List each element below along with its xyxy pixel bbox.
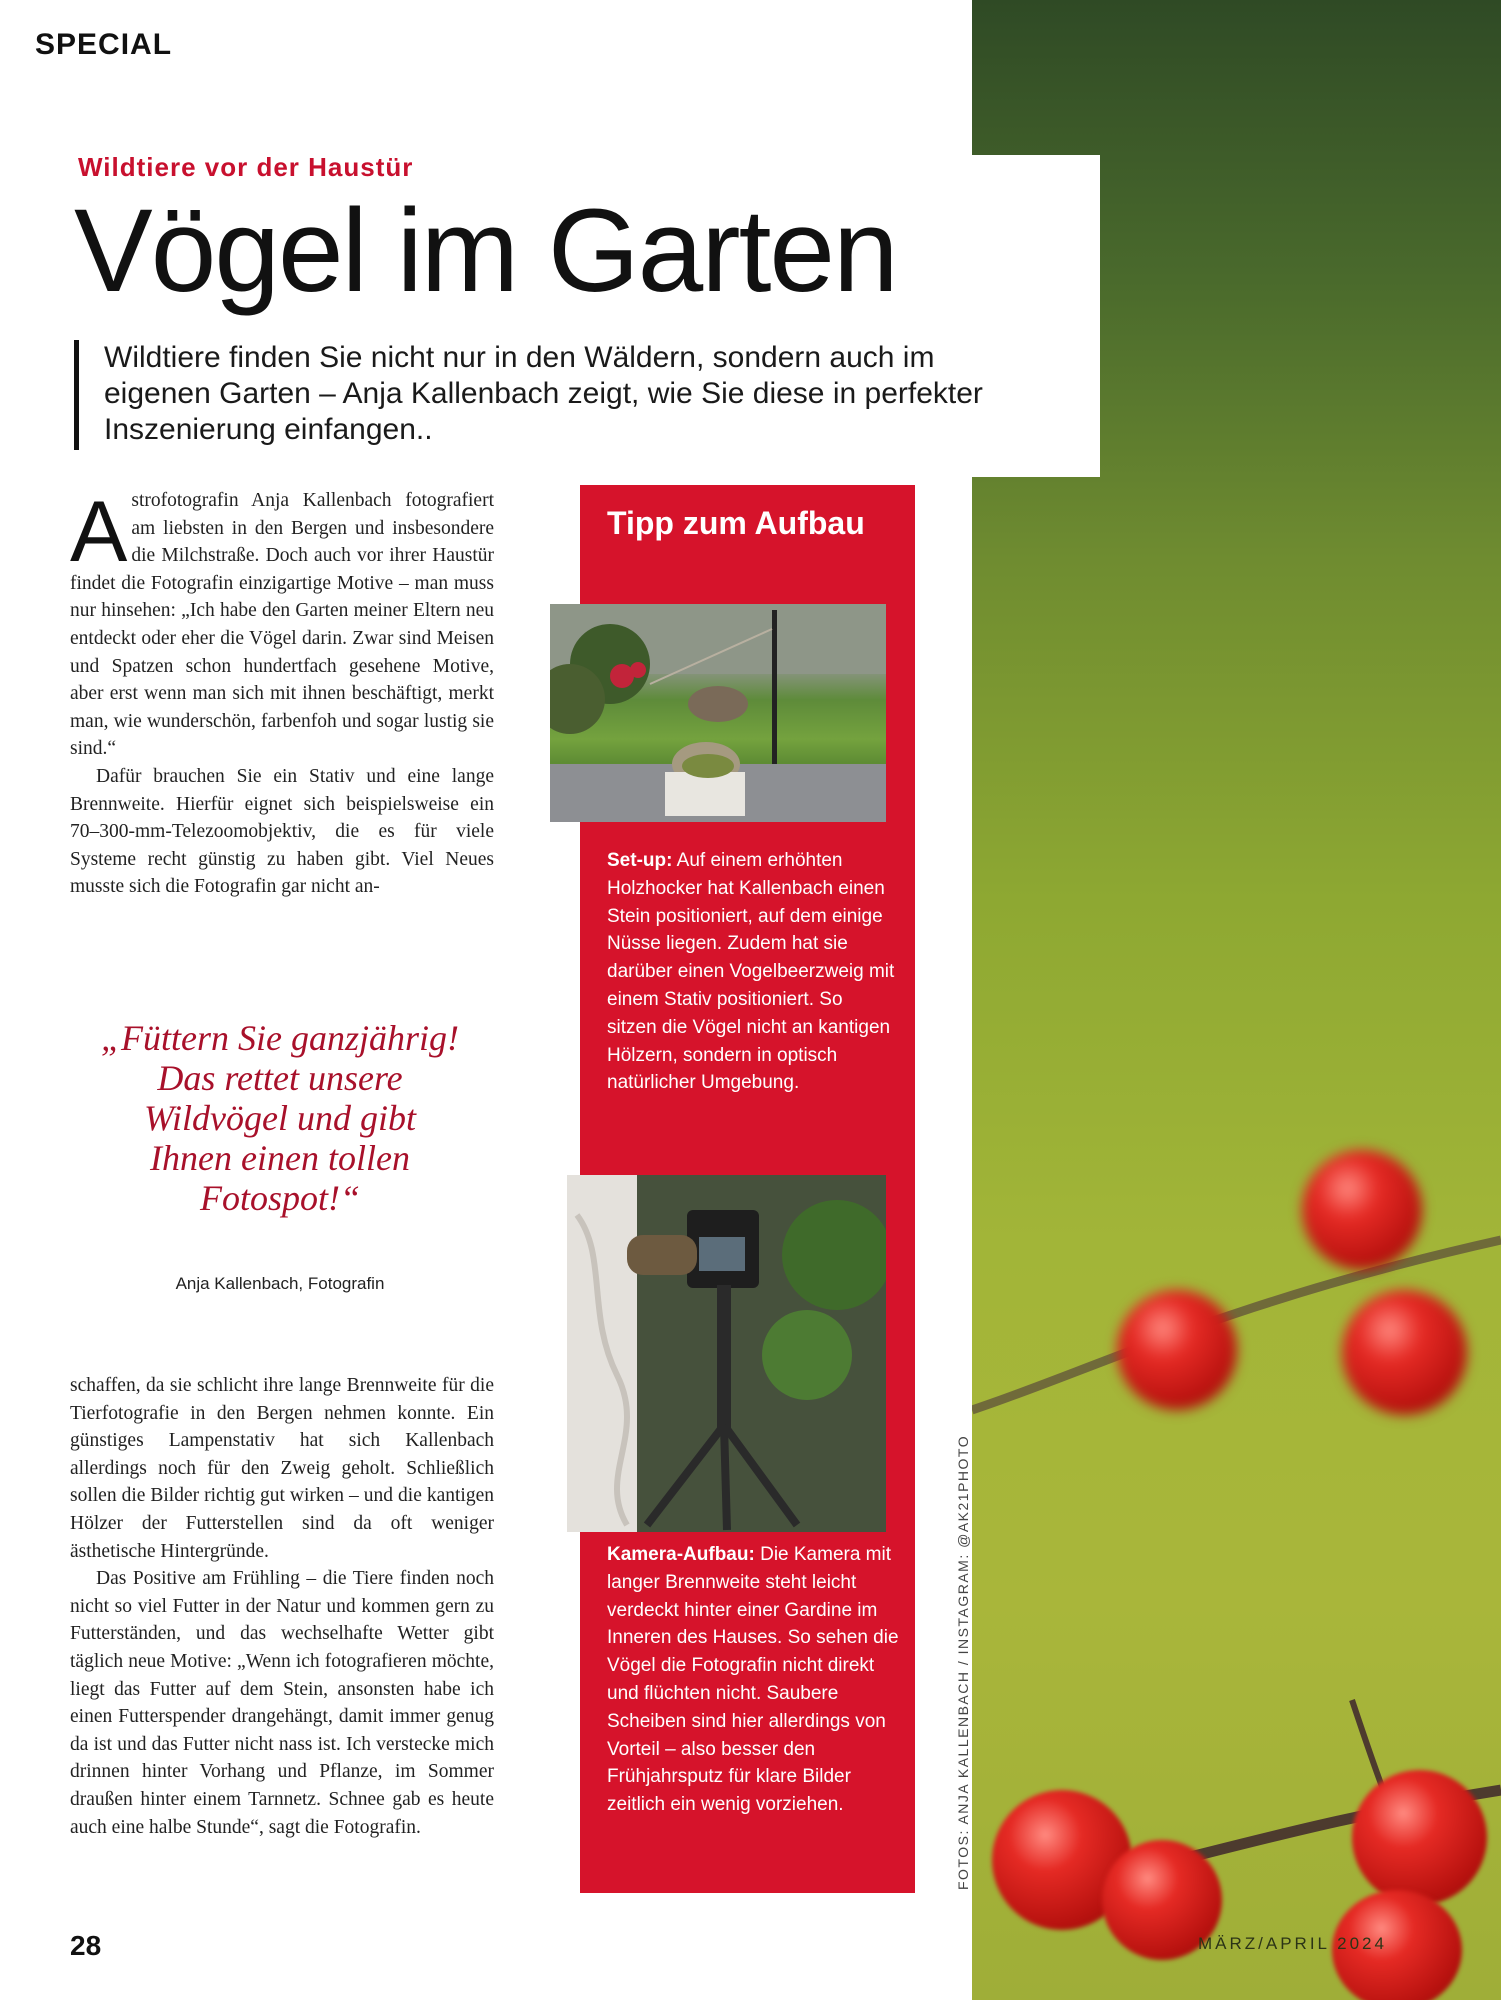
body-column-bottom: [70, 1372, 494, 1841]
berry: [1117, 1290, 1237, 1410]
caption-setup: [607, 847, 897, 1097]
pull-quote: „Füttern Sie ganzjährig! Das rettet unsere Wildvögel und gibt Ihnen einen tollen Fotospot!“: [101, 1018, 459, 1218]
camera-photo-illustration: [567, 1175, 886, 1532]
body-column-top: [70, 484, 494, 901]
body-paragraph: schaffen, da sie schlicht ihre lange Brennweite für die Tierfotografie in den Bergen nehmen konnte. Ein günstiges Lampenstativ hat sich Kallenbach allerdings noch für den Zweig geholt. Schließlich sollen die Bilder richtig gut wirken – und die kantigen Hölzer der Futterstellen sind da oft weniger ästhetische Hintergründe.: [70, 1375, 494, 1562]
photo-credit: FOTOS: ANJA KALLENBACH / INSTAGRAM: @AK21PHOTO: [955, 1434, 971, 1890]
kicker: Wildtiere vor der Haustür: [78, 152, 414, 182]
page-title: Vögel im Garten: [74, 185, 897, 317]
berry: [1302, 1150, 1422, 1270]
camera-photo: [567, 1175, 886, 1532]
sidebar-title: Tipp zum Aufbau: [607, 505, 865, 541]
caption-text: Auf einem erhöhten Holzhocker hat Kallenbach einen Stein positioniert, auf dem einige Nüsse liegen. Zudem hat sie darüber einen Vogelbeerzweig mit einem Stativ positioniert. So sitzen die Vögel nicht an kantigen Hölzern, sondern in optisch natürlicher Umgebung.: [607, 850, 895, 1094]
dropcap: A: [70, 484, 128, 580]
body-paragraph: Das Positive am Frühling – die Tiere finden noch nicht so viel Futter in der Natur und kommen gern zu Futterständen, und das wechselhafte Wetter gibt täglich neue Motive: „Wenn ich fotografieren möchte, liegt das Futter auf dem Stein, ansonsten habe ich einen Futterspender drangehängt, damit immer genug da ist und das Futter nicht nass ist. Ich verstecke mich drinnen hinter Vorhang und Pflanze, im Sommer draußen hinter einem Tarnnetz. Schnee gab es heute auch eine halbe Stunde“, sagt die Fotografin.: [70, 1568, 494, 1838]
caption-text: Die Kamera mit langer Brennweite steht leicht verdeckt hinter einer Gardine im Inneren des Hauses. So sehen die Vögel die Fotografin nicht direkt und flüchten nicht. Saubere Scheiben sind hier allerdings von Vorteil – also besser den Frühjahrsputz für klare Bilder zeitlich ein wenig vorziehen.: [607, 1544, 899, 1816]
caption-camera: [607, 1541, 899, 1819]
caption-label: Set-up:: [607, 850, 673, 871]
issue-date: MÄRZ/APRIL 2024: [1198, 1934, 1387, 1953]
berry: [1342, 1290, 1467, 1415]
lead-text: Wildtiere finden Sie nicht nur in den Wäldern, sondern auch im eigenen Garten – Anja Kallenbach zeigt, wie Sie diese in perfekter Inszenierung einfangen..: [104, 341, 983, 446]
setup-photo-illustration: [550, 604, 886, 822]
setup-photo: [550, 604, 886, 822]
quote-attribution: Anja Kallenbach, Fotografin: [175, 1274, 385, 1293]
berry: [1352, 1770, 1487, 1905]
lead-rule: [74, 340, 79, 450]
page-number: 28: [70, 1930, 102, 1961]
caption-label: Kamera-Aufbau:: [607, 1544, 755, 1565]
body-paragraph: Dafür brauchen Sie ein Stativ und eine lange Brennweite. Hierfür eignet sich beispielsweise ein 70–300-mm-Telezoomobjektiv, die es für viele Systeme recht günstig zu haben gibt. Viel Neues musste sich die Fotografin gar nicht an-: [70, 765, 494, 898]
body-paragraph: strofotografin Anja Kallenbach fotografiert am liebsten in den Bergen und insbesondere die Milchstraße. Doch auch vor ihrer Haustür findet die Fotografin einzigartige Motive – man muss nur hinsehen: „Ich habe den Garten meiner Eltern neu entdeckt oder eher die Vögel darin. Zwar sind Meisen und Spatzen schon hundertfach gesehene Motive, aber erst wenn man sich mit ihnen beschäftigt, merkt man, wie wunderschön, farbenfoh und sogar lustig sie sind.“: [70, 490, 494, 760]
section-label: SPECIAL: [35, 28, 173, 61]
